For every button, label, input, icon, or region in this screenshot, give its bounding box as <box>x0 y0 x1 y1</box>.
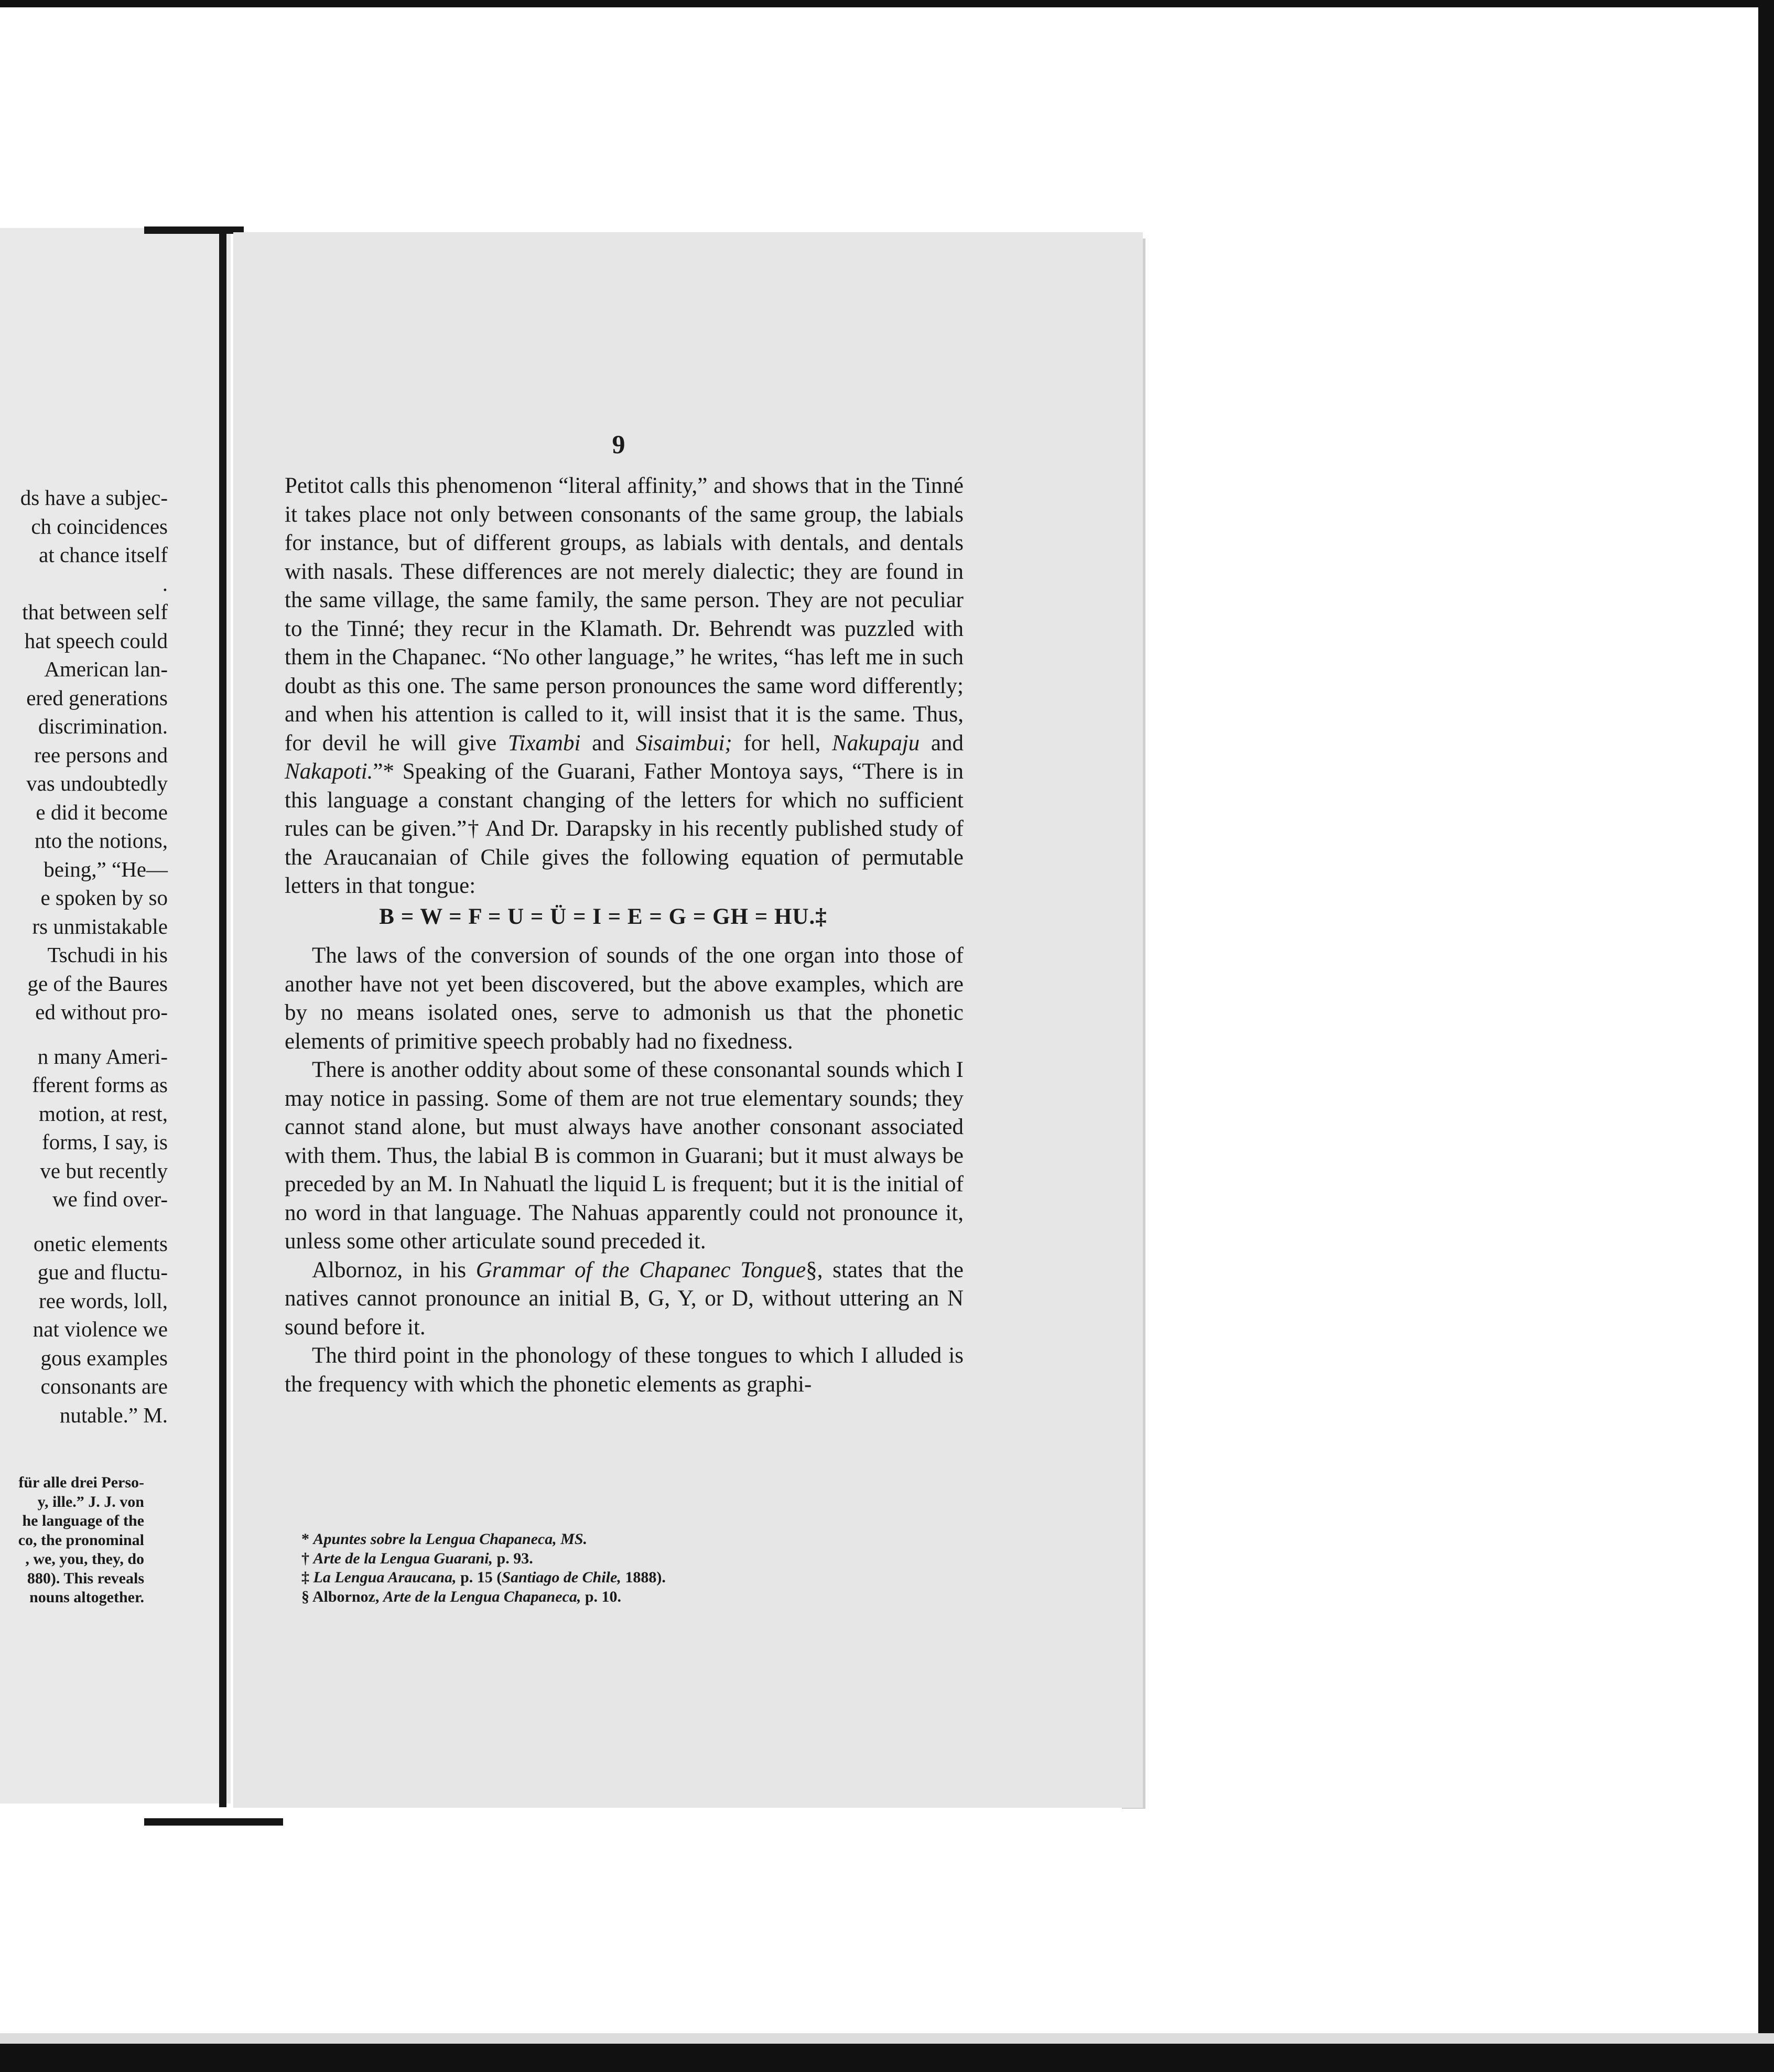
film-border-bottom <box>0 2044 1774 2072</box>
left-line: rs unmistakable <box>32 914 168 938</box>
left-line: being,” “He— <box>44 857 168 881</box>
paragraph-literal-affinity <box>285 472 964 901</box>
film-border-strip <box>0 2033 1774 2044</box>
left-line: ge of the Baures <box>27 971 168 996</box>
text-run: and <box>920 730 964 756</box>
footnote-1 <box>301 1530 904 1549</box>
left-line: that between self <box>22 600 168 624</box>
footnote-mark: † <box>301 1549 313 1567</box>
left-line: nutable.” M. <box>59 1402 168 1427</box>
left-line: hat speech could <box>24 628 168 653</box>
left-note-line: he language of the <box>22 1512 144 1529</box>
footnote-title: Apuntes sobre la Lengua Chapaneca, MS. <box>313 1530 588 1548</box>
left-line: American lan- <box>44 657 168 681</box>
left-line: discrimination. <box>38 714 168 738</box>
text-run: §, states that the natives cannot pronounce an initial B, G, Y, or D, without uttering an N sound before it. <box>285 1257 964 1340</box>
left-line: . <box>162 571 168 596</box>
left-note-line: 880). This reveals <box>27 1569 144 1587</box>
left-note-line: für alle drei Perso- <box>18 1474 144 1491</box>
left-line: gue and fluctu- <box>37 1260 168 1284</box>
left-line: forms, I say, is <box>42 1130 168 1154</box>
left-note-line: , we, you, they, do <box>25 1550 144 1568</box>
left-line: gous examples <box>40 1345 168 1370</box>
spine-clip-bottom <box>144 1818 283 1826</box>
spine-clip-top <box>144 226 244 234</box>
text-run: and <box>580 730 636 756</box>
left-note-line: nouns altogether. <box>29 1589 144 1606</box>
footnote-4 <box>301 1588 904 1607</box>
film-border-top <box>0 0 1774 7</box>
text-run: ”* Speaking of the Guarani, Father Montoya says, “There is in this language a constant changing of the letters for which no sufficient rules can be given.”† And Dr. Darapsky in his recently published study of the Araucanaian of Chile gives the following equation of permutable letters in that tongue: <box>285 759 964 898</box>
footnote-title: Arte de la Lengua Chapaneca, <box>383 1588 581 1605</box>
left-line: motion, at rest, <box>39 1101 168 1126</box>
left-line: Tschudi in his <box>47 943 168 967</box>
page-number: 9 <box>612 429 625 459</box>
left-line: consonants are <box>40 1374 168 1398</box>
left-line: ree words, loll, <box>39 1288 168 1313</box>
left-line: vas undoubtedly <box>26 771 168 795</box>
paragraph-laws-of-conversion: The laws of the conversion of sounds of the one organ into those of another have not yet been discovered, but the above examples, which are by no means isolated ones, serve to admonish us that the phonetic elements of primitive speech probably had no fixedness. <box>285 943 964 1054</box>
left-line: e did it become <box>36 800 168 824</box>
left-note-line: y, ille.” J. J. von <box>37 1493 144 1510</box>
footnote-title: La Lengua Araucana, <box>313 1569 457 1586</box>
left-line: ve but recently <box>40 1158 168 1183</box>
left-line-gap <box>0 1214 168 1229</box>
page-body <box>285 472 964 1399</box>
left-line: we find over- <box>52 1187 168 1211</box>
footnote-rest: 1888). <box>621 1569 666 1586</box>
footnote-2 <box>301 1549 904 1569</box>
left-page-fragment <box>0 228 231 1804</box>
footnote-rest: p. 93. <box>493 1549 533 1567</box>
paragraph-consonantal-oddity: There is another oddity about some of these consonantal sounds which I may notice in passing. Some of them are not true elementary sounds; they cannot stand alone, but must always have another consonant associated with them. Thus, the labial B is common in Guarani; but it must always be preceded by an M. In Nahuatl the liquid L is frequent; but it is the initial of no word in that language. The Nahuas apparently could not pronounce it, unless some other articulate sound preceded it. <box>285 1057 964 1254</box>
footnotes <box>301 1530 904 1606</box>
text-run: Petitot calls this phenomenon “literal affinity,” and shows that in the Tinné it takes place not only between consonants of the same group, the labials for instance, but of different groups, as labials with dentals, and dentals with nasals. These differences are not merely dialectic; they are found in the same village, the same family, the same person. They are not peculiar to the Tinné; they recur in the Klamath. Dr. Behrendt was puzzled with them in the Chapanec. “No other language,” he writes, “has left me in such doubt as this one. The same person pronounces the same word differently; and when his attention is called to it, will insist that it is the same. Thus, for devil he will give <box>285 473 964 756</box>
left-line: nat violence we <box>33 1317 168 1341</box>
left-line-gap <box>0 1027 168 1042</box>
left-line: n many Ameri- <box>37 1044 168 1069</box>
italic-word: Nakupaju <box>832 730 920 756</box>
equation-permutable-letters: B = W = F = U = Ü = I = E = G = GH = HU.‡ <box>379 904 827 929</box>
italic-word: Tixambi <box>507 730 581 756</box>
text-run: for hell, <box>732 730 832 756</box>
footnote-mark: ‡ <box>301 1569 313 1586</box>
left-line: fferent forms as <box>32 1073 168 1097</box>
left-line: ered generations <box>26 685 168 710</box>
left-line: at chance itself <box>39 543 168 567</box>
paragraph-third-point: The third point in the phonology of these tongues to which I alluded is the frequency with which the phonetic elements as graphi- <box>285 1343 964 1397</box>
left-line: ree persons and <box>34 742 168 767</box>
text-run: Albornoz, in his <box>312 1257 476 1282</box>
footnote-3 <box>301 1568 904 1588</box>
italic-title: Grammar of the Chapanec Tongue <box>475 1257 806 1282</box>
footnote-title: Arte de la Lengua Guarani, <box>313 1549 493 1567</box>
footnote-place: Santiago de Chile, <box>502 1569 621 1586</box>
paragraph-albornoz <box>285 1256 964 1342</box>
left-line: nto the notions, <box>35 828 168 852</box>
left-line: ds have a subjec- <box>20 485 168 510</box>
footnote-mark: § Albornoz, <box>301 1588 383 1605</box>
left-line: e spoken by so <box>40 886 168 910</box>
footnote-rest: p. 10. <box>581 1588 622 1605</box>
left-line: onetic elements <box>33 1231 168 1256</box>
left-line: ch coincidences <box>31 514 168 538</box>
left-line: ed without pro- <box>35 1000 168 1024</box>
italic-word: Nakapoti. <box>285 759 373 784</box>
left-note-line: co, the pronominal <box>18 1531 144 1549</box>
italic-word: Sisaimbui; <box>635 730 732 756</box>
footnote-rest: p. 15 ( <box>456 1569 502 1586</box>
film-border-right <box>1758 0 1774 2072</box>
left-page-text <box>0 483 168 1429</box>
left-page-footnotes <box>0 1473 144 1607</box>
footnote-mark: * <box>301 1530 313 1548</box>
book-spine <box>219 226 226 1807</box>
